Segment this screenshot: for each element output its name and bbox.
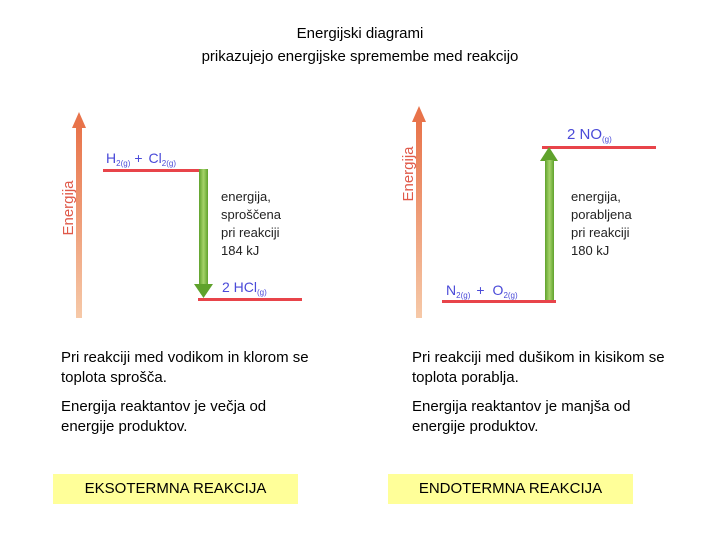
product-level-right: [542, 146, 656, 149]
energy-description-left: energija, sproščena pri reakciji 184 kJ: [221, 189, 281, 258]
energy-axis-arrowhead-right: [412, 106, 426, 122]
energy-axis-label-left: Energija: [60, 180, 77, 236]
product-level-left: [198, 298, 302, 301]
reactant-level-left: [103, 169, 205, 172]
energy-axis-arrowhead-left: [72, 112, 86, 128]
exothermic-label: EKSOTERMNA REAKCIJA: [53, 474, 298, 504]
energy-description-right: energija, porabljena pri reakciji 180 kJ: [571, 189, 632, 258]
energy-arrow-left: [199, 169, 208, 284]
left-explanation-2: Energija reaktantov je večja od energije produktov.: [61, 398, 267, 435]
endothermic-diagram: [400, 106, 656, 318]
energy-arrowhead-right: [540, 147, 558, 161]
page-title: Energijski diagrami: [296, 25, 424, 42]
reactant-formula-right: $N_{2(g)} + O_{2(g)}$: [446, 282, 518, 300]
right-explanation-1: Pri reakciji med dušikom in kisikom se toplota porablja.: [412, 349, 665, 386]
energy-arrow-right: [545, 160, 554, 301]
reactant-formula-left: $H_{2(g)} + Cl_{2(g)}$: [106, 150, 177, 168]
right-explanation-2: Energija reaktantov je manjša od energije produktov.: [412, 398, 631, 435]
endothermic-label: ENDOTERMNA REAKCIJA: [388, 474, 633, 504]
energy-axis-label-right: Energija: [400, 146, 417, 202]
product-formula-right: 2 $NO_{(g)}$: [567, 126, 612, 144]
exothermic-diagram: [60, 112, 302, 318]
left-explanation-1: Pri reakciji med vodikom in klorom se toplota sprošča.: [61, 349, 309, 386]
product-formula-left: 2 HCl$_{(g)}$: [222, 279, 267, 297]
energy-arrowhead-left: [194, 284, 213, 298]
page-subtitle: prikazujejo energijske spremembe med reakcijo: [201, 48, 519, 65]
reactant-level-right: [442, 300, 556, 303]
